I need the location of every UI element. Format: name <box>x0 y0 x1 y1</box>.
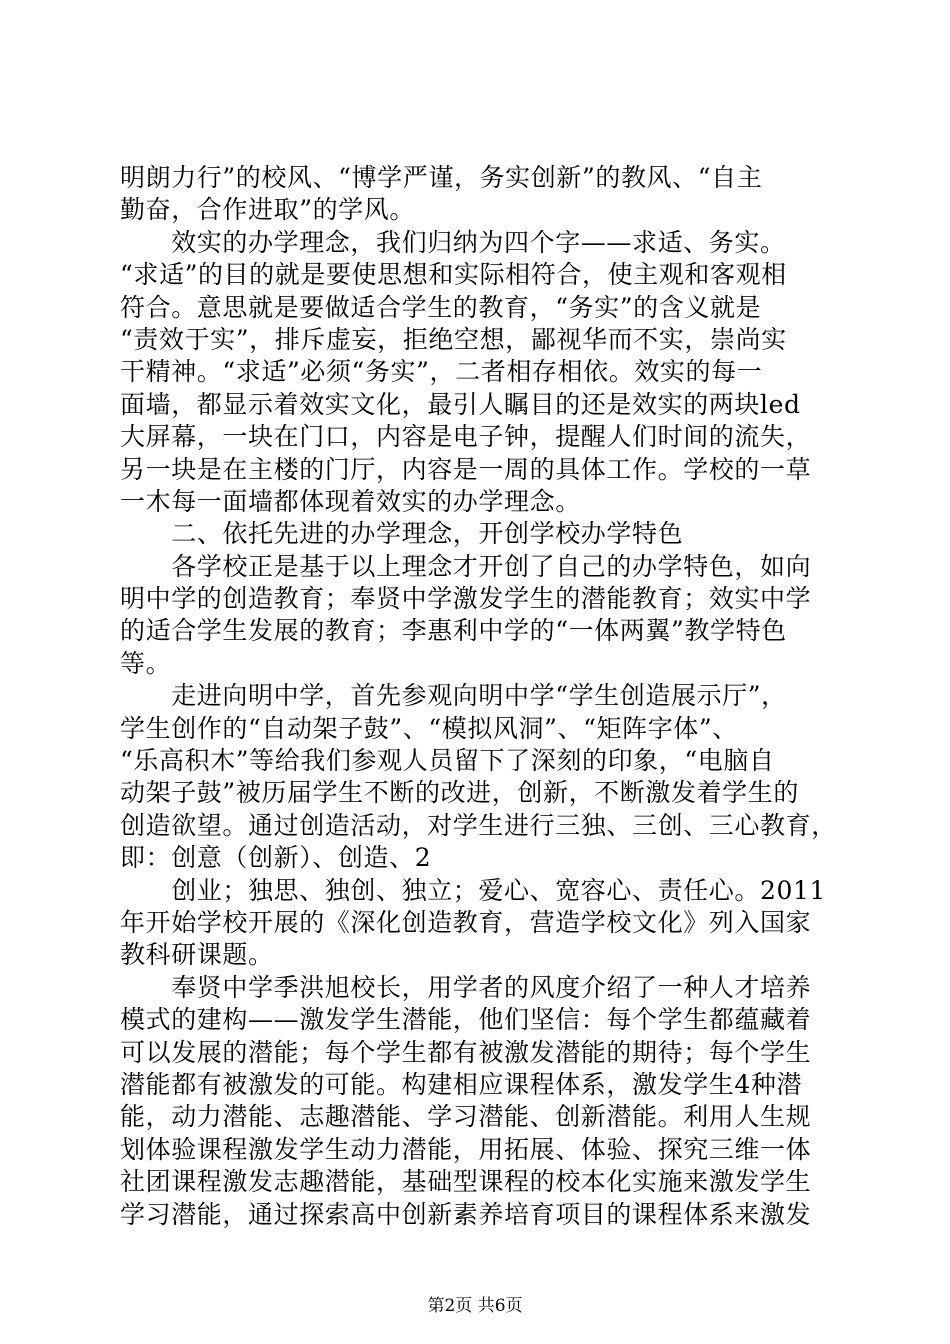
text-line: 的适合学生发展的教育；李惠利中学的“一体两翼”教学特色 <box>120 616 787 646</box>
text-line: 创业；独思、独创、独立；爱心、宽容心、责任心。2011 <box>120 875 827 905</box>
text-line: 勤奋，合作进取”的学风。 <box>120 195 415 225</box>
text-line: “求适”的目的就是要使思想和实际相符合，使主观和客观相 <box>120 260 787 290</box>
text-line: 干精神。“求适”必须“务实”，二者相存相依。效实的每一 <box>120 357 763 387</box>
text-line: 等。 <box>120 648 172 678</box>
text-line: 动架子鼓”被历届学生不断的改进，创新，不断激发着学生的 <box>120 778 799 808</box>
text-line: 创造欲望。通过创造活动，对学生进行三独、三创、三心教育， <box>120 810 837 840</box>
text-line: 各学校正是基于以上理念才开创了自己的办学特色，如向 <box>120 551 812 581</box>
text-line: 学习潜能，通过探索高中创新素养培育项目的课程体系来激发 <box>120 1199 812 1229</box>
text-line: 一木每一面墙都体现着效实的办学理念。 <box>120 486 581 516</box>
text-line: 面墙，都显示着效实文化，最引人瞩目的还是效实的两块led <box>120 389 801 419</box>
page-number-footer: 第2页 共6页 <box>427 1296 523 1316</box>
text-line: 划体验课程激发学生动力潜能，用拓展、体验、探究三维一体 <box>120 1134 812 1164</box>
section-heading: 二、依托先进的办学理念，开创学校办学特色 <box>120 519 684 549</box>
text-line: 奉贤中学季洪旭校长，用学者的风度介绍了一种人才培养 <box>120 972 812 1002</box>
text-line: 明朗力行”的校风、“博学严谨，务实创新”的教风、“自主 <box>120 163 763 192</box>
text-line: 明中学的创造教育；奉贤中学激发学生的潜能教育；效实中学 <box>120 584 812 614</box>
text-line: 符合。意思就是要做适合学生的教育，“务实”的含义就是 <box>120 292 762 322</box>
text-line: “责效于实”，排斥虚妄，拒绝空想，鄙视华而不实，崇尚实 <box>120 324 787 354</box>
text-line: 大屏幕，一块在门口，内容是电子钟，提醒人们时间的流失， <box>120 422 812 452</box>
text-line: 学生创作的“自动架子鼓”、“模拟风洞”、“矩阵字体”、 <box>120 713 738 743</box>
text-line: 教科研课题。 <box>120 940 274 970</box>
text-line: 能，动力潜能、志趣潜能、学习潜能、创新潜能。利用人生规 <box>120 1102 812 1132</box>
text-line: 潜能都有被激发的可能。构建相应课程体系，激发学生4种潜 <box>120 1069 803 1099</box>
text-line: “乐高积木”等给我们参观人员留下了深刻的印象，“电脑自 <box>120 746 775 776</box>
text-line: 效实的办学理念，我们归纳为四个字——求适、务实。 <box>120 227 786 257</box>
text-line: 社团课程激发志趣潜能，基础型课程的校本化实施来激发学生 <box>120 1167 812 1197</box>
text-line: 模式的建构——激发学生潜能，他们坚信：每个学生都蕴藏着 <box>120 1005 812 1035</box>
text-line: 即：创意（创新）、创造、2 <box>120 843 432 873</box>
text-line: 年开始学校开展的《深化创造教育，营造学校文化》列入国家 <box>120 907 812 937</box>
body-text <box>120 162 840 1231</box>
text-line: 另一块是在主楼的门厅，内容是一周的具体工作。学校的一草 <box>120 454 812 484</box>
text-line: 可以发展的潜能；每个学生都有被激发潜能的期待；每个学生 <box>120 1037 812 1067</box>
text-line: 走进向明中学，首先参观向明中学“学生创造展示厅”， <box>120 681 787 711</box>
